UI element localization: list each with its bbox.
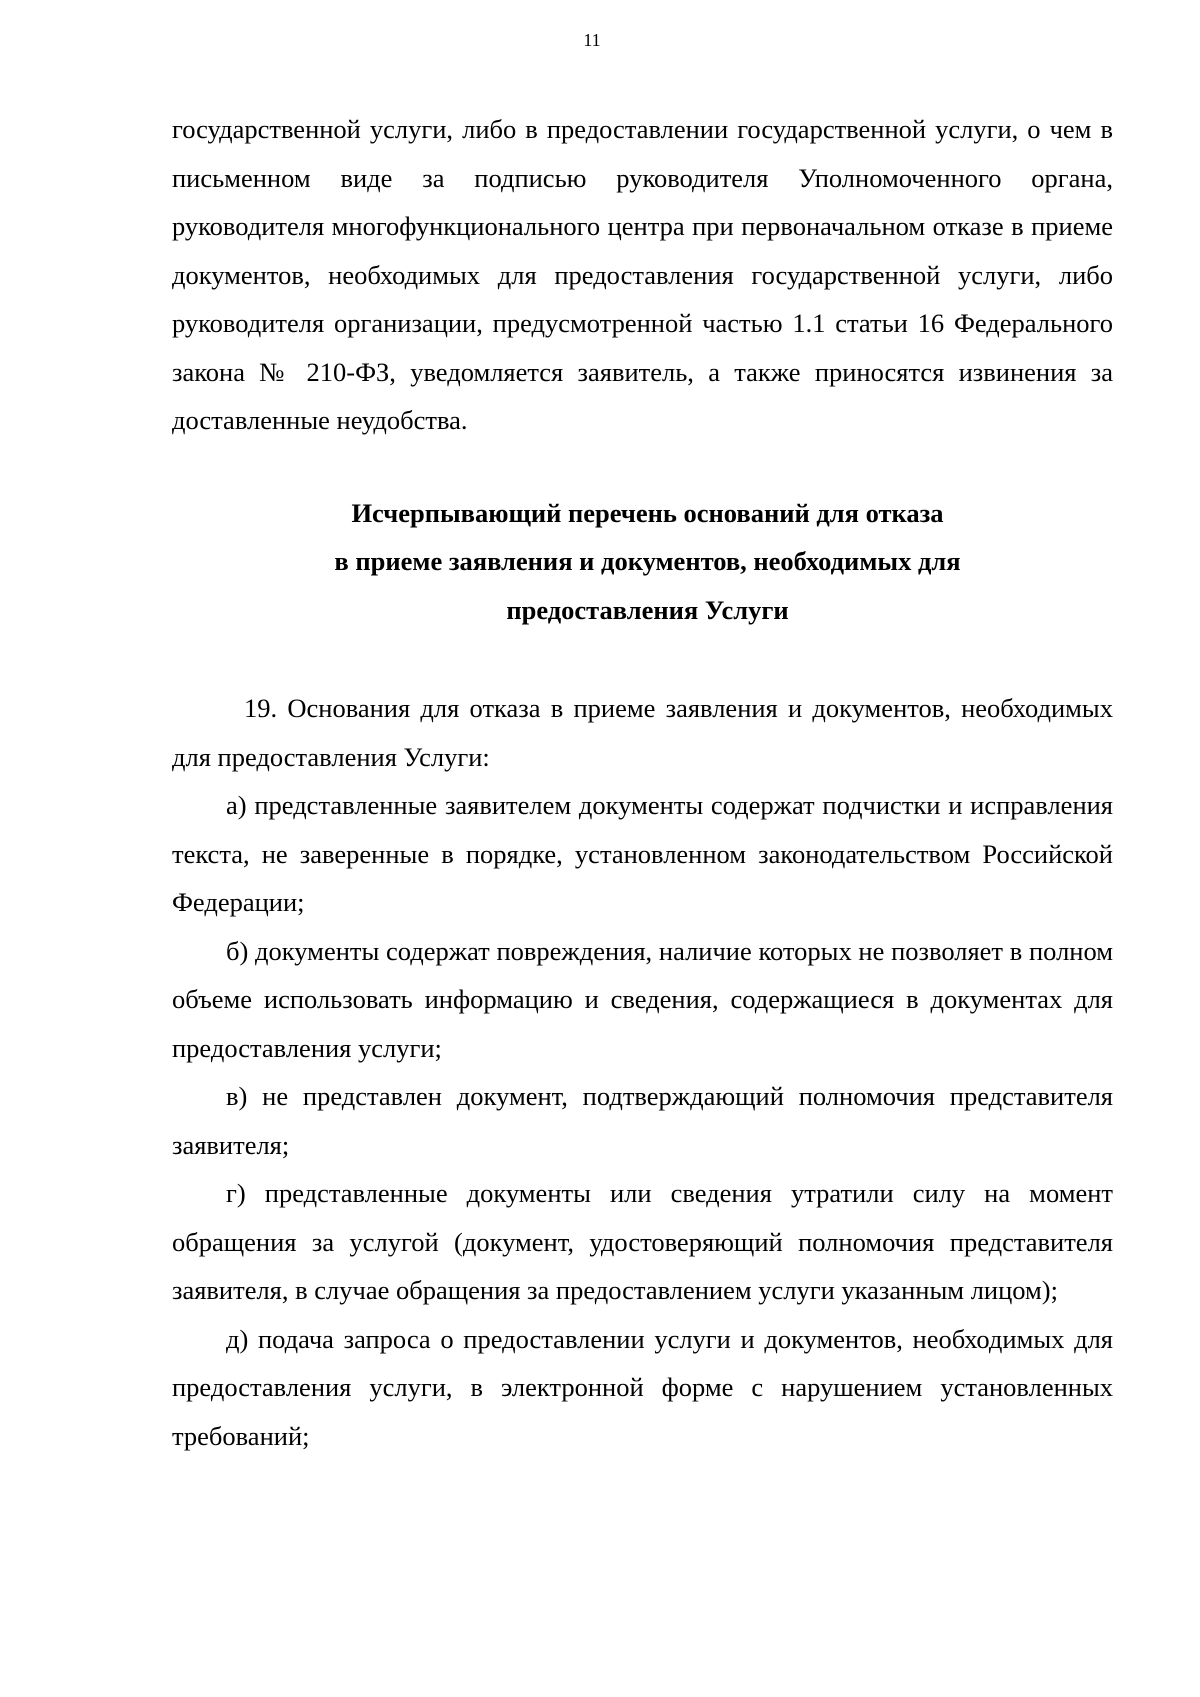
- subitem-g-paragraph: г) представленные документы или сведения утратили силу на момент обращения за услугой (документ, удостоверяющий полномочия представителя заявителя, в случае обращения за предоставлением услуги указанным лицом);: [172, 1178, 1113, 1305]
- section-heading-line-1: Исчерпывающий перечень оснований для отказа: [351, 497, 944, 528]
- subitem-d-paragraph: д) подача запроса о предоставлении услуги и документов, необходимых для предоставления услуги, в электронной форме с нарушением установленных требований;: [172, 1323, 1113, 1451]
- section-heading-line-3: предоставления Услуги: [506, 594, 789, 625]
- intro-paragraph: государственной услуги, либо в предоставлении государственной услуги, о чем в письменном виде за подписью руководителя Уполномоченного органа, руководителя многофункционального центра при первоначальном отказе в приеме документов, необходимых для предоставления государственной услуги, либо руководителя организации, предусмотренной частью 1.1 статьи 16 Федерального закона № 210-ФЗ, уведомляется заявитель, а также приносятся извинения за доставленные неудобства.: [172, 114, 1113, 435]
- section-heading-line-2: в приеме заявления и документов, необходимых для: [334, 546, 961, 576]
- section-heading: [172, 489, 1113, 635]
- subitem-b-paragraph: б) документы содержат повреждения, наличие которых не позволяет в полном объеме использовать информацию и сведения, содержащиеся в документах для предоставления услуги;: [172, 935, 1113, 1063]
- document-body: [172, 105, 1113, 1460]
- subitem-a-paragraph: а) представленные заявителем документы содержат подчистки и исправления текста, не заверенные в порядке, установленном законодательством Российской Федерации;: [172, 790, 1113, 917]
- page-number: 11: [583, 30, 601, 50]
- item-19-paragraph: 19. Основания для отказа в приеме заявления и документов, необходимых для предоставления Услуги:: [172, 693, 1113, 772]
- subitem-v-paragraph: в) не представлен документ, подтверждающий полномочия представителя заявителя;: [172, 1081, 1113, 1160]
